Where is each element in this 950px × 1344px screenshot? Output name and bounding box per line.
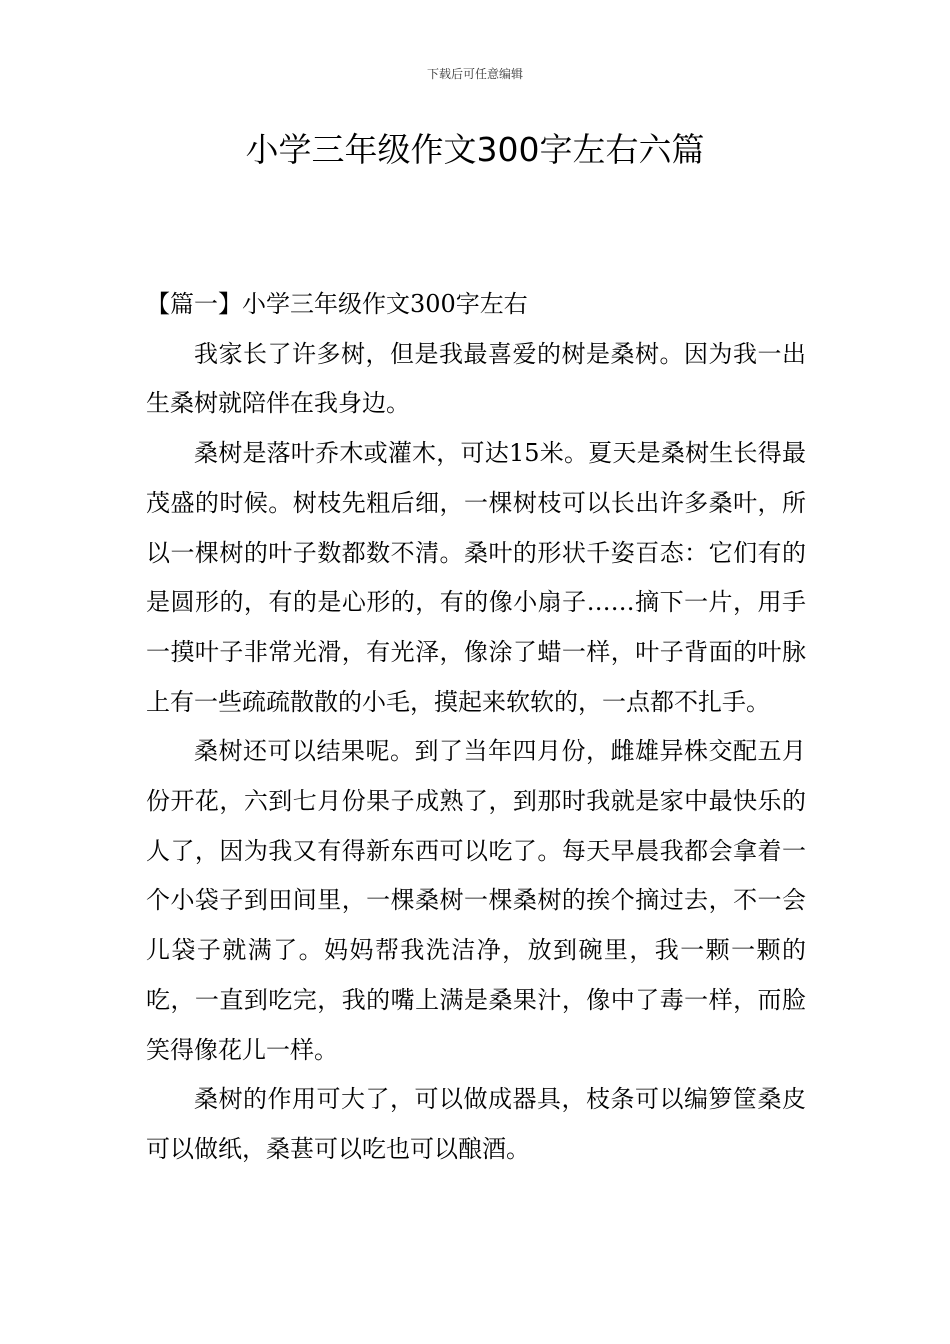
paragraph: 桑树是落叶乔木或灌木，可达15米。夏天是桑树生长得最茂盛的时候。树枝先粗后细，一棵树枝可以长出许多桑叶，所以一棵树的叶子数都数不清。桑叶的形状千姿百态：它们有的是圆形的，有的是心形的，有的像小扇子……摘下一片，用手一摸叶子非常光滑，有光泽，像涂了蜡一样，叶子背面的叶脉上有一些疏疏散散的小毛，摸起来软软的，一点都不扎手。: [146, 439, 806, 716]
paragraph: 桑树的作用可大了，可以做成器具，枝条可以编箩筐桑皮可以做纸，桑葚可以吃也可以酿酒。: [146, 1085, 806, 1163]
section-heading: 【篇一】小学三年级作文300字左右: [146, 290, 528, 318]
document-title: 小学三年级作文300字左右六篇: [245, 130, 705, 169]
article-body: [146, 280, 806, 1175]
paragraph: 我家长了许多树，但是我最喜爱的树是桑树。因为我一出生桑树就陪伴在我身边。: [146, 339, 806, 418]
header-note: 下载后可任意编辑: [426, 67, 523, 81]
paragraph: 桑树还可以结果呢。到了当年四月份，雌雄异株交配五月份开花，六到七月份果子成熟了，到那时我就是家中最快乐的人了，因为我又有得新东西可以吃了。每天早晨我都会拿着一个小袋子到田间里，一棵桑树一棵桑树的挨个摘过去，不一会儿袋子就满了。妈妈帮我洗洁净，放到碗里，我一颗一颗的吃，一直到吃完，我的嘴上满是桑果汁，像中了毒一样，而脸笑得像花儿一样。: [146, 737, 806, 1064]
